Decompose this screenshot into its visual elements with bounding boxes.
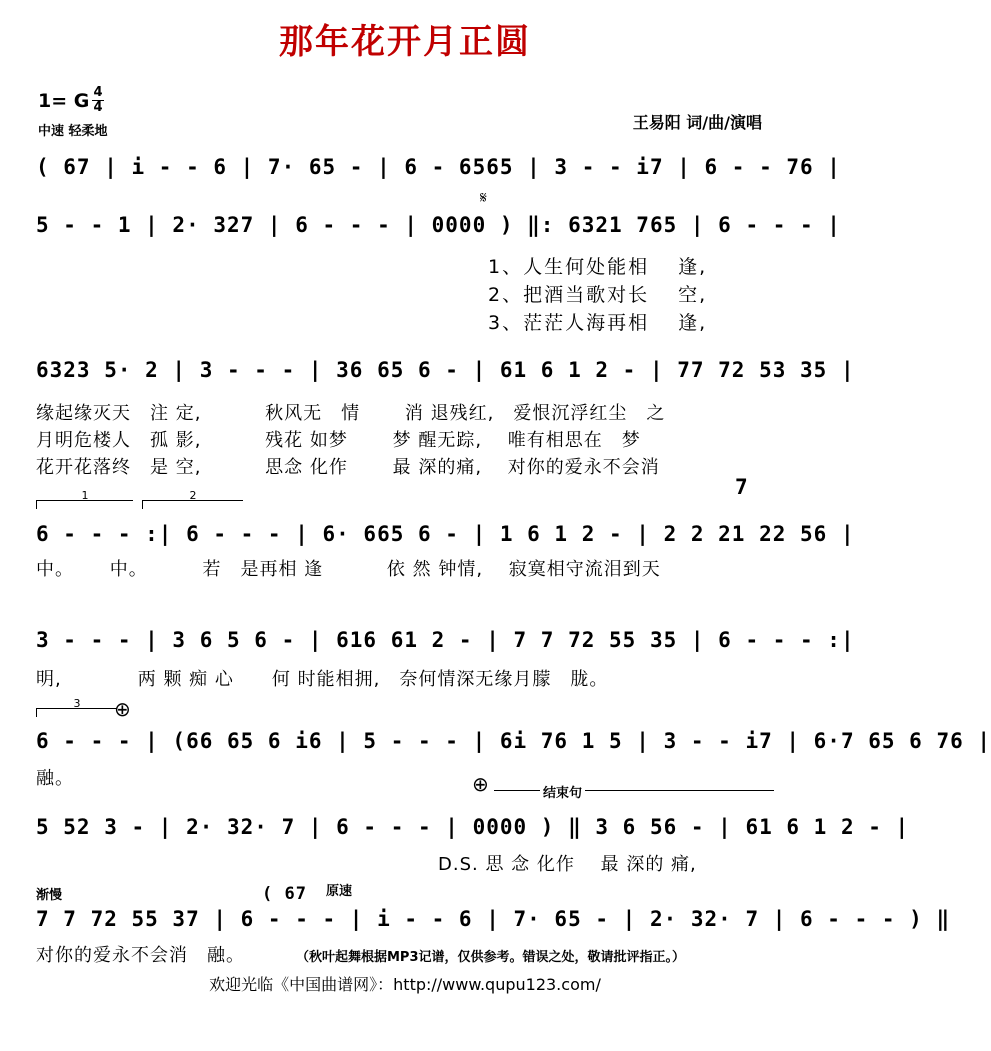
time-sig-top: 4 [93,85,103,100]
pickup-note: ( 67 [262,884,307,904]
verse-line: 1、人生何处能相 逢, [488,256,708,278]
lyric-line: 对你的爱永不会消 融。 [36,945,245,966]
notation-row: 7 7 72 55 37 | 6 - - - | i - - 6 | 7· 65 - | 2· 32· 7 | 6 - - - ) ‖ [36,907,951,931]
volta-bracket [142,489,243,509]
verse-line: 2、把酒当歌对长 空, [488,284,708,306]
notation-row: 6 - - - :| 6 - - - | 6· 665 6 - | 1 6 1 2 - | 2 2 21 22 56 | [36,522,855,546]
volta-number: 1 [81,489,89,502]
notation-row: 5 52 3 - | 2· 32· 7 | 6 - - - | 0000 ) ‖ 3 6 56 - | 61 6 1 2 - | [36,815,910,839]
segno-sign: 𝄋 [480,188,487,207]
lyric-line: 明, 两 颗 痴 心 何 时能相拥, 奈何情深无缘月朦 胧。 [36,669,609,690]
volta-bracket [36,489,133,509]
time-sig-bottom: 4 [93,100,103,115]
notation-row: 6323 5· 2 | 3 - - - | 36 65 6 - | 61 6 1 2 - | 77 72 53 35 | [36,358,855,382]
notation-row: 3 - - - | 3 6 5 6 - | 616 61 2 - | 7 7 72 55 35 | 6 - - - :| [36,628,855,652]
volta-number: 3 [73,697,81,710]
volta-number: 2 [189,489,197,502]
coda-label: 结束句 [540,782,585,801]
tempo-marking: 中速 轻柔地 [38,124,108,139]
transcriber-note: （秋叶起舞根据MP3记谱，仅供参考。错误之处，敬请批评指正。） [296,950,686,965]
verse-line: 3、茫茫人海再相 逢, [488,312,708,334]
notation-row: 5 - - 1 | 2· 327 | 6 - - - | 0000 ) ‖: 6321 765 | 6 - - - | [36,213,841,237]
notation-row: ( 67 | i - - 6 | 7· 65 - | 6 - 6565 | 3 - - i7 | 6 - - 76 | [36,155,841,179]
verse-line: 月明危楼人 孤 影, 残花 如梦 梦 醒无踪, 唯有相思在 梦 [36,430,641,451]
tempo-marking: 原速 [326,884,353,899]
song-title: 那年花开月正圆 [279,22,531,62]
lyric-line: D.S. 思 念 化作 最 深的 痛, [438,854,697,875]
footer-website: 欢迎光临《中国曲谱网》：http://www.qupu123.com/ [209,975,601,994]
coda-sign-icon: ⊕ [114,697,131,721]
notation-row: 6 - - - | (66 65 6 i6 | 5 - - - | 6i 76 1 5 | 3 - - i7 | 6·7 65 6 76 | [36,729,991,753]
key-signature: 1= G [38,90,90,112]
tempo-marking: 渐慢 [36,888,63,903]
volta-bracket [36,697,117,717]
coda-sign-icon: ⊕ [472,772,489,796]
lyric-line: 中。 中。 若 是再相 逢 依 然 钟情, 寂寞相守流泪到天 [36,559,661,580]
credit: 王易阳 词/曲/演唱 [632,113,762,132]
coda-line [494,790,774,791]
time-signature [92,86,104,115]
verse-line: 缘起缘灭天 注 定, 秋风无 情 消 退残红, 爱恨沉浮红尘 之 [36,403,666,424]
verse-line: 花开花落终 是 空, 思念 化作 最 深的痛, 对你的爱永不会消 [36,457,660,478]
pickup-note: 7 [735,475,749,499]
lyric-line: 融。 [36,768,74,789]
